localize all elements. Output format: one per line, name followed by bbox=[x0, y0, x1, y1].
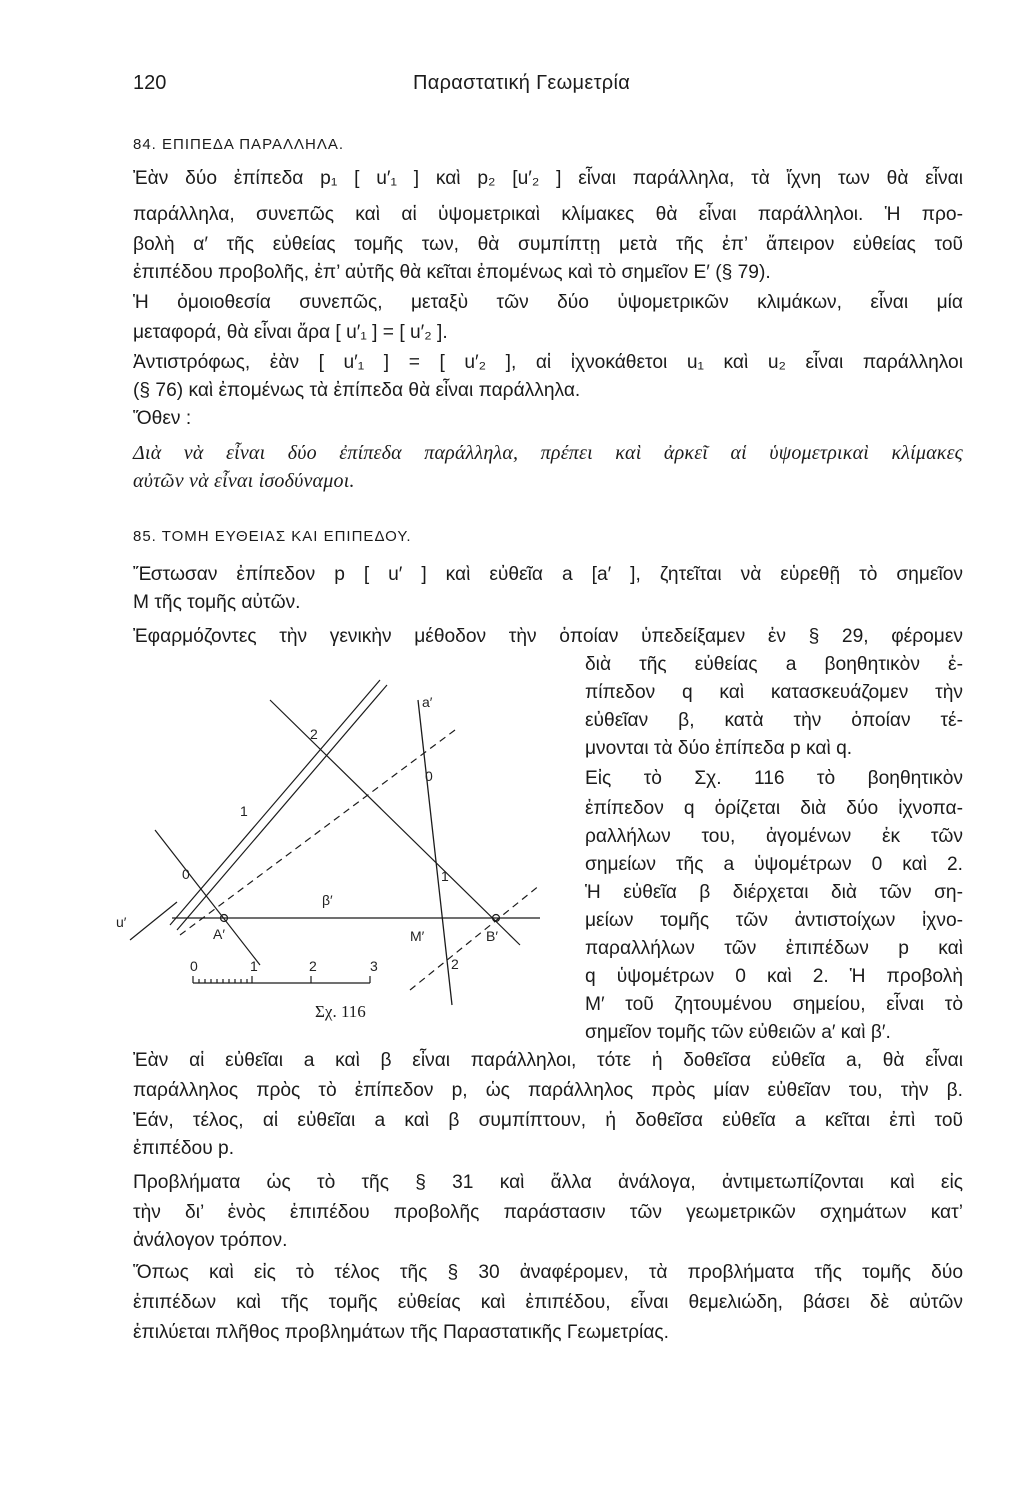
label-scale-3: 3 bbox=[370, 958, 378, 974]
side-line: εὐθεῖαν β, κατὰ τὴν ὁποίαν τέ- bbox=[585, 710, 963, 731]
paragraph-line: Ἔστωσαν ἐπίπεδον p [ u′ ] καὶ εὐθεῖα a [a′ ], ζητεῖται νὰ εὑρεθῇ τὸ σημεῖον bbox=[133, 564, 963, 585]
paragraph-line: Ἐὰν δύο ἐπίπεδα p₁ [ u′₁ ] καὶ p₂ [u′₂ ] εἶναι παράλληλα, τὰ ἴχνη των θὰ εἶναι bbox=[133, 168, 963, 189]
paragraph-line: Ἐάν, τέλος, αἱ εὐθεῖαι a καὶ β συμπίπτουν, ἡ δοθεῖσα εὐθεῖα a κεῖται ἐπὶ τοῦ bbox=[133, 1110, 963, 1131]
paragraph-line: μεταφορά, θὰ εἶναι ἄρα [ u′₁ ] = [ u′₂ ]. bbox=[133, 322, 448, 343]
paragraph-line: παράλληλος πρὸς τὸ ἐπίπεδον p, ὡς παράλληλος πρὸς μίαν εὐθεῖαν του, τὴν β. bbox=[133, 1080, 963, 1101]
a-prime-line bbox=[418, 700, 452, 1005]
section-heading: 85. ΤΟΜΗ ΕΥΘΕΙΑΣ ΚΑΙ ΕΠΙΠΕΔΟΥ. bbox=[133, 528, 412, 545]
side-line: διὰ τῆς εὐθείας a βοηθητικὸν ἐ- bbox=[585, 654, 963, 675]
side-line: Εἰς τὸ Σχ. 116 τὸ βοηθητικὸν bbox=[585, 768, 963, 789]
figure-116 bbox=[110, 670, 580, 1040]
label-a-prime-point: A′ bbox=[213, 926, 225, 942]
theorem-line: αὐτῶν νὰ εἶναι ἰσοδύναμοι. bbox=[133, 470, 355, 492]
descending-line bbox=[270, 700, 520, 945]
paragraph-line: βολὴ α′ τῆς εὐθείας τομῆς των, θὰ συμπίπτῃ μετὰ τῆς ἐπ’ ἄπειρον εὐθείας τοῦ bbox=[133, 234, 963, 255]
label-elev-a-2: 2 bbox=[451, 956, 459, 972]
paragraph-line: Ἀντιστρόφως, ἐὰν [ u′₁ ] = [ u′₂ ], αἱ ἰχνοκάθετοι u₁ καὶ u₂ εἶναι παράλληλοι bbox=[133, 352, 963, 373]
label-elev-a-0: 0 bbox=[425, 768, 433, 784]
label-a-prime: a′ bbox=[422, 694, 433, 710]
theorem-line: Διὰ νὰ εἶναι δύο ἐπίπεδα παράλληλα, πρέπει καὶ ἀρκεῖ αἱ ὑψομετρικαὶ κλίμακες bbox=[133, 442, 963, 464]
paragraph-line: ἐπιλύεται πλῆθος προβλημάτων τῆς Παραστατικῆς Γεωμετρίας. bbox=[133, 1322, 669, 1343]
u-prime-leg bbox=[130, 902, 177, 940]
paragraph-line: ἐπιπέδων καὶ τῆς τομῆς εὐθείας καὶ ἐπιπέδου, εἶναι θεμελιώδη, βάσει δὲ αὐτῶν bbox=[133, 1292, 963, 1313]
label-scale-0: 0 bbox=[190, 958, 198, 974]
label-u-prime: u′ bbox=[116, 914, 127, 930]
paragraph-line: ἀνάλογον τρόπον. bbox=[133, 1230, 288, 1251]
paragraph-line: Ἐὰν αἱ εὐθεῖαι a καὶ β εἶναι παράλληλοι, τότε ἡ δοθεῖσα εὐθεῖα a, θὰ εἶναι bbox=[133, 1050, 963, 1071]
trace-line-left bbox=[155, 830, 260, 965]
label-elev-u-2: 2 bbox=[310, 726, 318, 742]
side-line: μνονται τὰ δύο ἐπίπεδα p καὶ q. bbox=[585, 738, 853, 759]
running-header bbox=[133, 72, 963, 108]
paragraph-line: M τῆς τομῆς αὐτῶν. bbox=[133, 592, 301, 613]
label-beta-prime: β′ bbox=[322, 892, 333, 908]
side-line: πίπεδον q καὶ κατασκευάζομεν τὴν bbox=[585, 682, 963, 703]
paragraph-line: (§ 76) καὶ ἐπομένως τὰ ἐπίπεδα θὰ εἶναι παράλληλα. bbox=[133, 380, 581, 401]
side-line: παραλλήλων τῶν ἐπιπέδων p καὶ bbox=[585, 938, 963, 959]
plane-line-1 bbox=[170, 680, 380, 925]
running-title: Παραστατική Γεωμετρία bbox=[413, 72, 631, 94]
page-number: 120 bbox=[133, 72, 167, 94]
dashed-parallel-0 bbox=[180, 730, 455, 935]
side-line: Ἡ εὐθεῖα β διέρχεται διὰ τῶν ση- bbox=[585, 882, 963, 903]
section-heading: 84. ΕΠΙΠΕΔΑ ΠΑΡΑΛΛΗΛΑ. bbox=[133, 136, 345, 153]
paragraph-line: Ὅπως καὶ εἰς τὸ τέλος τῆς § 30 ἀναφέρομεν, τὰ προβλήματα τῆς τομῆς δύο bbox=[133, 1262, 963, 1283]
paragraph-line: ἐπιπέδου p. bbox=[133, 1138, 235, 1159]
side-line: μείων τομῆς τῶν ἀντιστοίχων ἰχνο- bbox=[585, 910, 963, 931]
label-elev-u-0: 0 bbox=[182, 866, 190, 882]
side-line: ραλλήλων του, ἀγομένων ἐκ τῶν bbox=[585, 826, 963, 847]
label-m-prime: M′ bbox=[410, 928, 425, 944]
paragraph-line: τὴν δι’ ἑνὸς ἐπιπέδου προβολῆς παράστασιν τῶν γεωμετρικῶν σχημάτων κατ’ bbox=[133, 1202, 963, 1223]
paragraph-line: Ἡ ὁμοιοθεσία συνεπῶς, μεταξὺ τῶν δύο ὑψομετρικῶν κλιμάκων, εἶναι μία bbox=[133, 292, 963, 313]
label-elev-a-1: 1 bbox=[441, 868, 449, 884]
label-scale-2: 2 bbox=[309, 958, 317, 974]
plane-line-2 bbox=[177, 685, 387, 930]
side-line: ἐπίπεδον q ὁρίζεται διὰ δύο ἰχνοπα- bbox=[585, 798, 963, 819]
side-line: σημείων τῆς a ὑψομέτρων 0 καὶ 2. bbox=[585, 854, 963, 875]
side-line: M′ τοῦ ζητουμένου σημείου, εἶναι τὸ bbox=[585, 994, 963, 1015]
side-line: q ὑψομέτρων 0 καὶ 2. Ἡ προβολὴ bbox=[585, 966, 963, 987]
label-elev-u-1: 1 bbox=[240, 803, 248, 819]
figure-drawing bbox=[110, 670, 580, 1040]
paragraph-line: ἐπιπέδου προβολῆς, ἐπ’ αὐτῆς θὰ κεῖται ἐπομένως καὶ τὸ σημεῖον E′ (§ 79). bbox=[133, 262, 771, 283]
paragraph-line: Ὅθεν : bbox=[133, 408, 192, 429]
paragraph-line: Ἐφαρμόζοντες τὴν γενικὴν μέθοδον τὴν ὁποίαν ὑπεδείξαμεν ἐν § 29, φέρομεν bbox=[133, 626, 963, 647]
label-b-prime-point: B′ bbox=[486, 928, 498, 944]
side-line: σημεῖον τομῆς τῶν εὐθειῶν a′ καὶ β′. bbox=[585, 1022, 891, 1043]
paragraph-line: παράλληλα, συνεπῶς καὶ αἱ ὑψομετρικαὶ κλίμακες θὰ εἶναι παράλληλοι. Ἡ προ- bbox=[133, 204, 963, 225]
figure-caption: Σχ. 116 bbox=[315, 1002, 366, 1021]
paragraph-line: Προβλήματα ὡς τὸ τῆς § 31 καὶ ἄλλα ἀνάλογα, ἀντιμετωπίζονται καὶ εἰς bbox=[133, 1172, 963, 1193]
label-scale-1: 1 bbox=[250, 958, 258, 974]
